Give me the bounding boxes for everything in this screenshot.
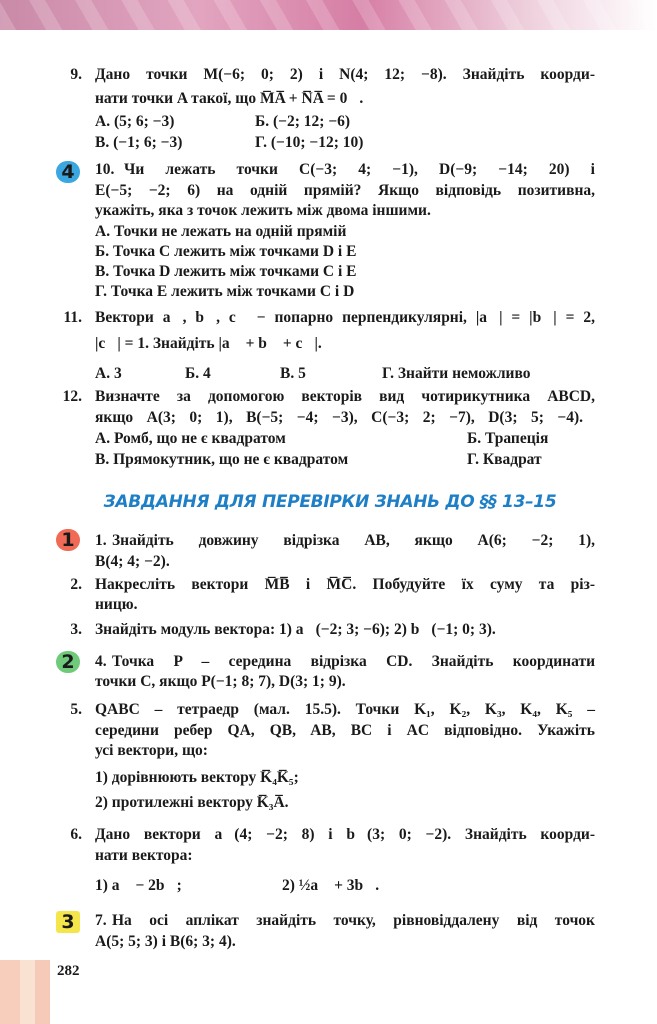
task-text: B(4; 4; −2).: [95, 553, 170, 570]
task-number: 4.: [95, 653, 107, 670]
option-a: А. Ромб, що не є квадратом: [95, 430, 286, 447]
task-text: A(5; 5; 3) і B(6; 3; 4).: [95, 933, 236, 950]
task-text: середини ребер QA, QB, AB, BC і AC відповідно. Укажіть: [95, 722, 595, 739]
option-b: Б. (−2; 12; −6): [255, 113, 351, 130]
option-v: В. (−1; 6; −3): [95, 134, 183, 151]
problem-number: 9.: [70, 66, 82, 83]
task-text: Накресліть вектори M̅B̅ і M̅C̅. Побудуйте їх суму та різ-: [95, 576, 595, 593]
header-banner: [0, 0, 657, 30]
level-badge: 2: [56, 651, 80, 673]
level-badge: 4: [56, 161, 80, 183]
problem-number: 11.: [63, 309, 82, 326]
problem-text: укажіть, яка з точок лежить між двома іншими.: [95, 202, 431, 219]
task-text: Точка P – середина відрізка CD. Знайдіть координати: [112, 653, 595, 670]
option-g: Г. Точка E лежить між точками C і D: [95, 283, 355, 300]
task-text: точки C, якщо P(−1; 8; 7), D(3; 1; 9).: [95, 673, 346, 690]
problem-text: нати точки A такої, що M̅A̅ + N̅A̅ = 0⃗.: [95, 90, 364, 107]
level-badge: 3: [56, 911, 80, 933]
option-g: Г. (−10; −12; 10): [255, 134, 364, 151]
page-number: 282: [57, 963, 80, 979]
problem-text: Чи лежать точки C(−3; 4; −1), D(−9; −14; 20) і: [124, 161, 595, 178]
option-g: Г. Квадрат: [467, 451, 542, 468]
task-number: 2.: [70, 576, 82, 593]
option-a: А. Точки не лежать на одній прямій: [95, 223, 347, 240]
task-text: На осі аплікат знайдіть точку, рівновіддалену від точок: [112, 912, 595, 929]
corner-decoration: [0, 960, 50, 1024]
subtask: 1) a⃗ − 2b⃗;: [95, 877, 182, 894]
option-a: А. 3: [95, 365, 122, 382]
problem-number: 12.: [62, 388, 82, 405]
task-text: Дано вектори a⃗(4; −2; 8) і b⃗(3; 0; −2). Знайдіть коорди-: [95, 826, 595, 843]
task-number: 1.: [95, 532, 107, 549]
option-g: Г. Знайти неможливо: [382, 365, 531, 382]
problem-text: |c⃗| = 1. Знайдіть |a⃗ + b⃗ + c⃗|.: [95, 335, 322, 352]
section-heading: ЗАВДАННЯ ДЛЯ ПЕРЕВІРКИ ЗНАНЬ ДО §§ 13–15: [103, 492, 557, 512]
task-number: 7.: [95, 912, 107, 929]
problem-text: Дано точки M(−6; 0; 2) і N(4; 12; −8). Знайдіть коорди-: [95, 66, 595, 83]
subtask: 2) протилежні вектору K̅₃A̅.: [95, 794, 289, 811]
option-b: Б. Точка C лежить між точками D і E: [95, 243, 357, 260]
problem-text: Вектори a⃗, b⃗, c⃗ − попарно перпендикулярні, |a⃗| = |b⃗| = 2,: [95, 309, 595, 326]
task-number: 5.: [70, 701, 82, 718]
task-text: усі вектори, що:: [95, 742, 208, 759]
task-text: Знайдіть довжину відрізка AB, якщо A(6; −2; 1),: [112, 532, 595, 549]
subtask: 2) ½a⃗ + 3b⃗.: [282, 877, 380, 894]
problem-text: E(−5; −2; 6) на одній прямій? Якщо відповідь позитивна,: [95, 182, 595, 199]
subtask: 1) дорівнюють вектору K̅₄K̅₅;: [95, 769, 299, 786]
problem-text: якщо A(3; 0; 1), B(−5; −4; −3), C(−3; 2; −7), D(3; 5; −4).: [95, 409, 583, 426]
option-b: Б. 4: [185, 365, 211, 382]
option-v: В. 5: [280, 365, 306, 382]
option-v: В. Прямокутник, що не є квадратом: [95, 451, 349, 468]
option-a: А. (5; 6; −3): [95, 113, 175, 130]
task-text: ницю.: [95, 596, 138, 613]
task-number: 6.: [70, 826, 82, 843]
task-text: Знайдіть модуль вектора: 1) a⃗(−2; 3; −6); 2) b⃗(−1; 0; 3).: [95, 621, 496, 638]
task-number: 3.: [70, 621, 82, 638]
option-b: Б. Трапеція: [467, 430, 549, 447]
problem-text: Визначте за допомогою векторів вид чотирикутника ABCD,: [95, 388, 595, 405]
task-text: нати вектора:: [95, 847, 193, 864]
problem-number: 10.: [95, 161, 115, 178]
task-text: QABC – тетраедр (мал. 15.5). Точки K₁, K₂, K₃, K₄, K₅ –: [95, 701, 595, 718]
option-v: В. Точка D лежить між точками C і E: [95, 263, 357, 280]
level-badge: 1: [56, 529, 80, 551]
